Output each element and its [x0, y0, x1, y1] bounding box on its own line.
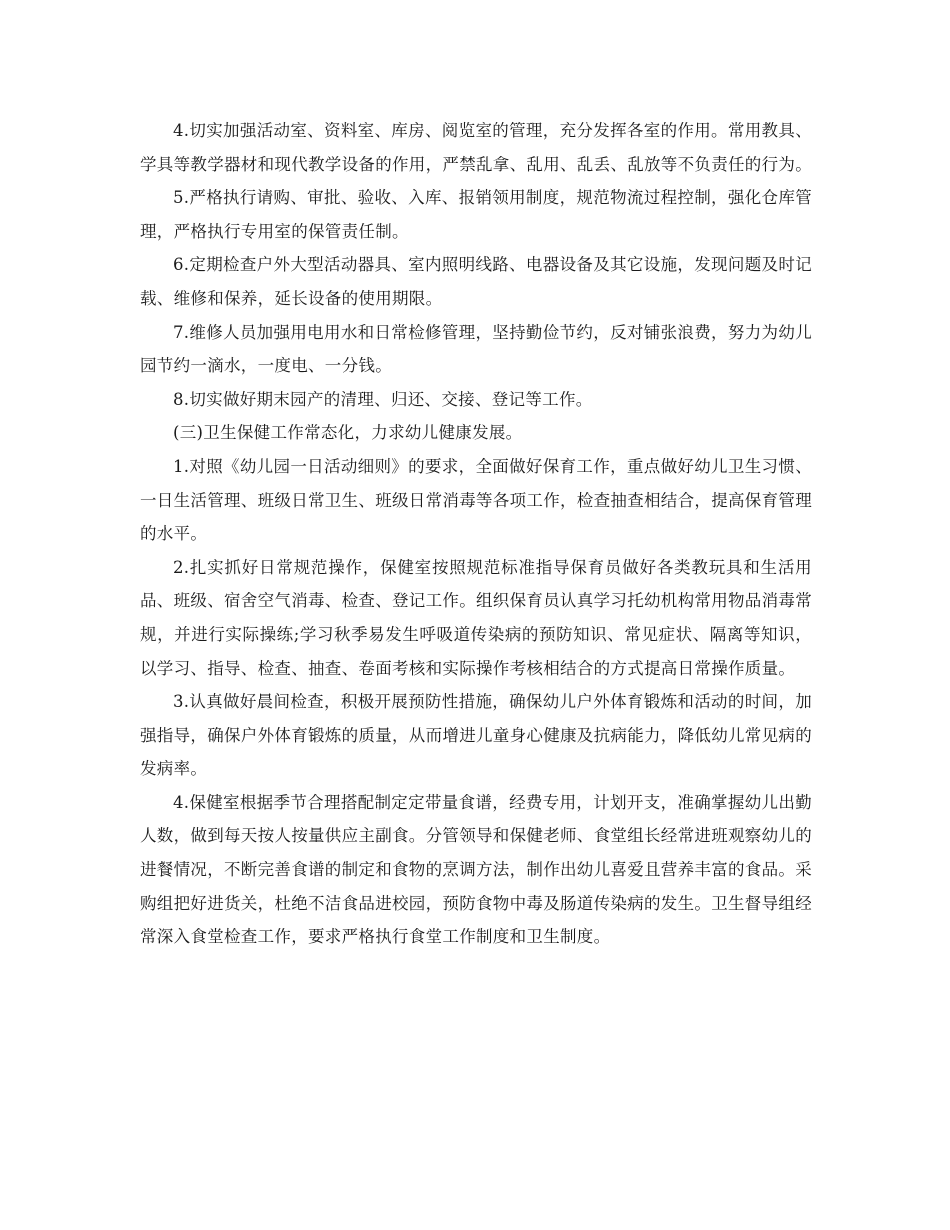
paragraph-health-item-2: 2.扎实抓好日常规范操作，保健室按照规范标准指导保育员做好各类教玩具和生活用品、班级、宿舍空气消毒、检查、登记工作。组织保育员认真学习托幼机构常用物品消毒常规，并进行实际操练;学习秋季易发生呼吸道传染病的预防知识、常见症状、隔离等知识，以学习、指导、检查、抽查、卷面考核和实际操作考核相结合的方式提高日常操作质量。 — [140, 557, 812, 678]
paragraph-item-7-maintenance: 7.维修人员加强用电用水和日常检修管理，坚持勤俭节约，反对铺张浪费，努力为幼儿园节约一滴水，一度电、一分钱。 — [140, 322, 812, 376]
paragraph-health-item-3: 3.认真做好晨间检查，积极开展预防性措施，确保幼儿户外体育锻炼和活动的时间，加强指导，确保户外体育锻炼的质量，从而增进儿童身心健康及抗病能力，降低幼儿常见病的发病率。 — [140, 692, 812, 779]
paragraph-item-8-term-end: 8.切实做好期末园产的清理、归还、交接、登记等工作。 — [173, 389, 593, 409]
paragraph-health-item-1: 1.对照《幼儿园一日活动细则》的要求，全面做好保育工作，重点做好幼儿卫生习惯、一日生活管理、班级日常卫生、班级日常消毒等各项工作，检查抽查相结合，提高保育管理的水平。 — [140, 456, 812, 544]
section-heading-health-care: (三)卫生保健工作常态化，力求幼儿健康发展。 — [173, 423, 523, 443]
paragraph-item-5-purchasing: 5.严格执行请购、审批、验收、入库、报销领用制度，规范物流过程控制，强化仓库管理，严格执行专用室的保管责任制。 — [140, 188, 812, 241]
document-page — [140, 114, 812, 954]
paragraph-item-4-facility-management: 4.切实加强活动室、资料室、库房、阅览室的管理，充分发挥各室的作用。常用教具、学具等教学器材和现代教学设备的作用，严禁乱拿、乱用、乱丢、乱放等不负责任的行为。 — [140, 121, 812, 174]
paragraph-health-item-4: 4.保健室根据季节合理搭配制定定带量食谱，经费专用，计划开支，准确掌握幼儿出勤人数，做到每天按人按量供应主副食。分管领导和保健老师、食堂组长经常进班观察幼儿的进餐情况，不断完善食谱的制定和食物的烹调方法，制作出幼儿喜爱且营养丰富的食品。采购组把好进货关，杜绝不洁食品进校园，预防食物中毒及肠道传染病的发生。卫生督导组经常深入食堂检查工作，要求严格执行食堂工作制度和卫生制度。 — [140, 792, 812, 947]
paragraph-item-6-inspection: 6.定期检查户外大型活动器具、室内照明线路、电器设备及其它设施，发现问题及时记载、维修和保养，延长设备的使用期限。 — [140, 255, 812, 308]
